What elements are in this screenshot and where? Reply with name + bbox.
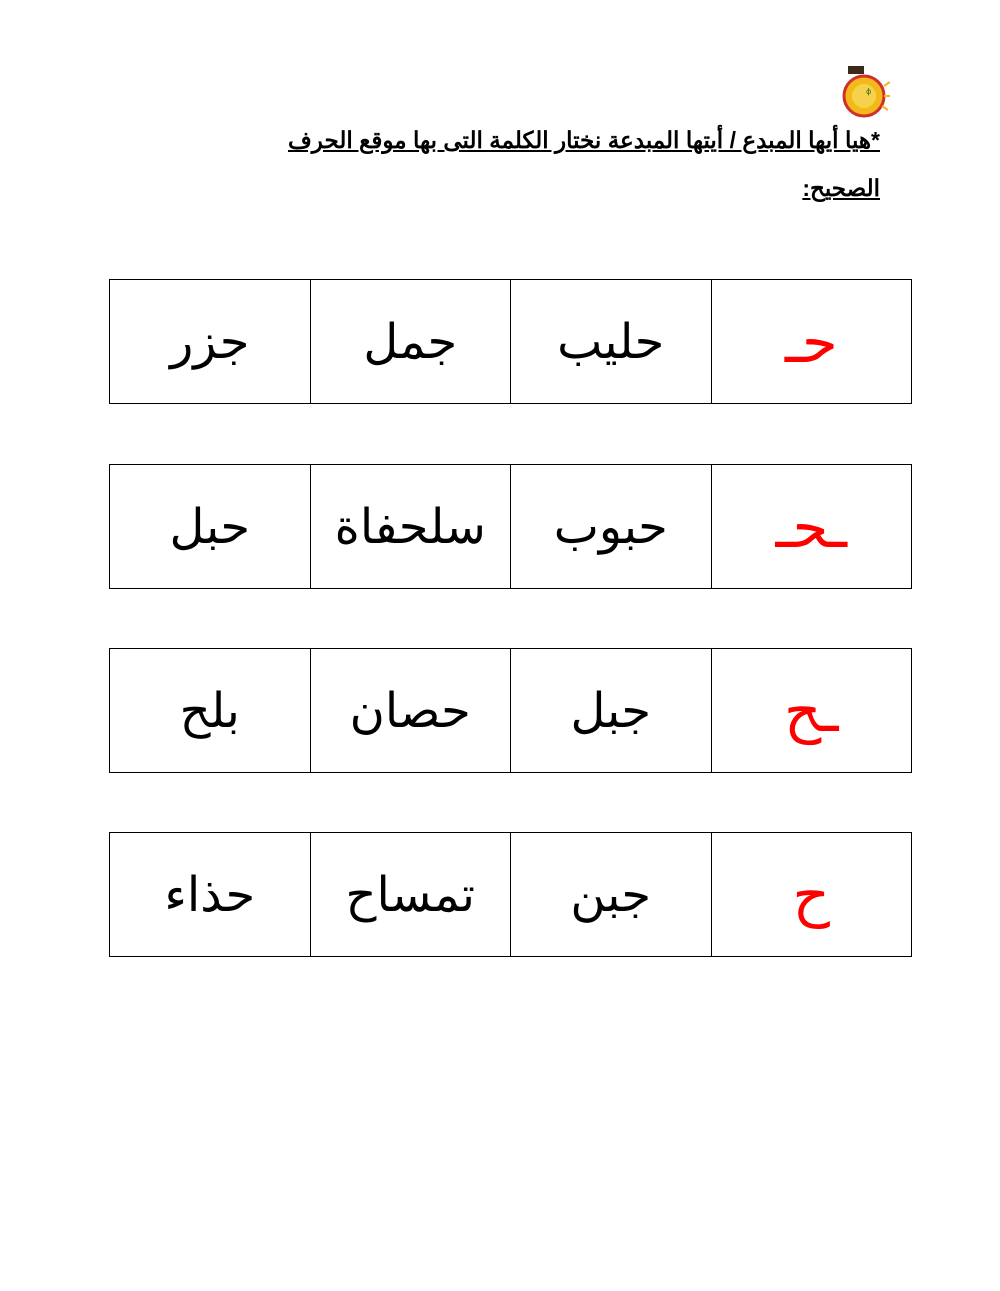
svg-text:ϕ: ϕ xyxy=(866,87,872,96)
letter-row-1 xyxy=(109,279,912,404)
lamp-bulb-logo xyxy=(838,64,890,122)
letter-row-3 xyxy=(109,648,912,773)
target-letter: ـح xyxy=(711,649,912,772)
target-letter: ح xyxy=(711,833,912,956)
word-option[interactable]: حصان xyxy=(310,649,511,772)
word-option[interactable]: جبل xyxy=(510,649,711,772)
instruction-text xyxy=(180,116,880,212)
word-option[interactable]: بلح xyxy=(179,682,240,739)
letter-row-4 xyxy=(109,832,912,957)
instruction-line-1: *هيا أيها المبدع / أيتها المبدعة نختار الكلمة التى بها موقع الحرف xyxy=(287,127,880,153)
word-option[interactable]: جمل xyxy=(310,280,511,403)
target-letter: ـحـ xyxy=(711,465,912,588)
word-option[interactable]: حليب xyxy=(510,280,711,403)
word-option[interactable]: حذاء xyxy=(164,866,256,923)
word-option[interactable]: سلحفاة xyxy=(310,465,511,588)
target-letter: حـ xyxy=(711,280,912,403)
word-option[interactable]: حبوب xyxy=(510,465,711,588)
letter-row-2 xyxy=(109,464,912,589)
instruction-line-2: الصحيح: xyxy=(802,175,880,201)
word-option[interactable]: حبل xyxy=(169,498,251,555)
word-option[interactable]: تمساح xyxy=(310,833,511,956)
word-option[interactable]: جزر xyxy=(170,313,250,370)
word-option[interactable]: جبن xyxy=(510,833,711,956)
